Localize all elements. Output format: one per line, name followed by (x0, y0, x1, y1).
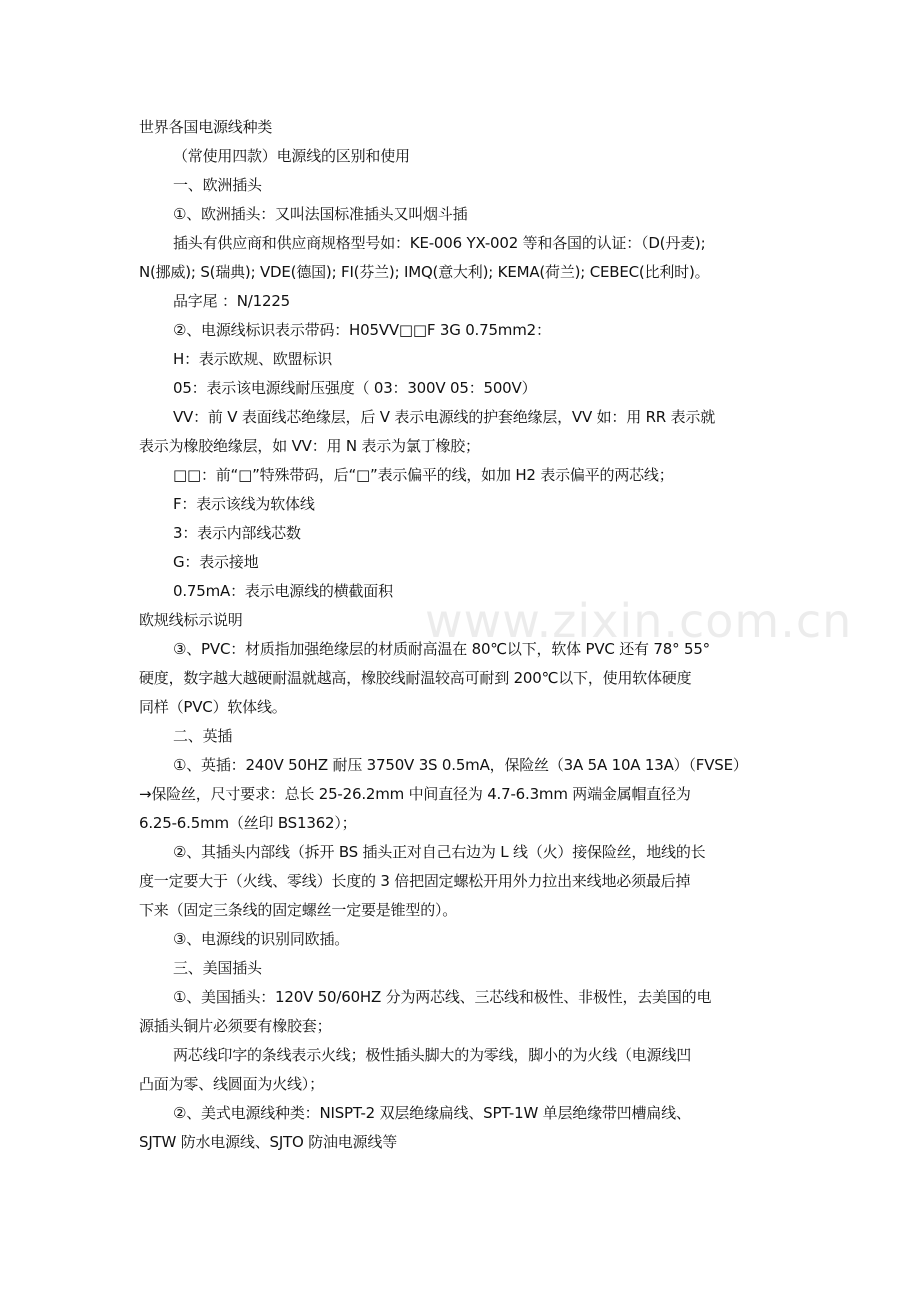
document-line: 源插头铜片必须要有橡胶套； (139, 1017, 332, 1035)
document-line: ③、电源线的识别同欧插。 (173, 930, 350, 948)
document-line: ③、PVC：材质指加强绝缘层的材质耐高温在 80℃以下，软体 PVC 还有 78° 55° (173, 640, 710, 658)
document-line: G：表示接地 (173, 553, 259, 571)
document-line: 三、美国插头 (173, 959, 262, 977)
document-line: 同样（PVC）软体线。 (139, 698, 287, 716)
document-line: 3：表示内部线芯数 (173, 524, 301, 542)
document-line: ①、欧洲插头：又叫法国标准插头又叫烟斗插 (173, 205, 468, 223)
document-line: 一、欧洲插头 (173, 176, 262, 194)
watermark: www.zixin.com.cn (425, 594, 853, 648)
document-line: 0.75mA：表示电源线的横截面积 (173, 582, 393, 600)
document-line: ①、美国插头：120V 50/60HZ 分为两芯线、三芯线和极性、非极性，去美国的电 (173, 988, 712, 1006)
document-line: 两芯线印字的条线表示火线；极性插头脚大的为零线，脚小的为火线（电源线凹 (173, 1046, 692, 1064)
document-line: 下来（固定三条线的固定螺丝一定要是锥型的）。 (139, 901, 458, 919)
document-line: 硬度，数字越大越硬耐温就越高，橡胶线耐温较高可耐到 200℃以下，使用软体硬度 (139, 669, 692, 687)
document-line: 凸面为零、线圆面为火线）； (139, 1075, 324, 1093)
document-line: 插头有供应商和供应商规格型号如：KE-006 YX-002 等和各国的认证：（D(丹麦); (173, 234, 706, 252)
document-line: ①、英插：240V 50HZ 耐压 3750V 3S 0.5mA，保险丝（3A 5A 10A 13A）（FVSE） (173, 756, 748, 774)
document-line: □□：前“□”特殊带码，后“□”表示偏平的线，如加 H2 表示偏平的两芯线； (173, 466, 674, 484)
document-line: VV：前 V 表面线芯绝缘层，后 V 表示电源线的护套绝缘层，VV 如：用 RR 表示就 (173, 408, 715, 426)
document-line: 二、英插 (173, 727, 233, 745)
document-line: 世界各国电源线种类 (139, 118, 273, 136)
document-line: F：表示该线为软体线 (173, 495, 315, 513)
document-line: N(挪威); S(瑞典); VDE(德国); FI(芬兰); IMQ(意大利); KEMA(荷兰); CEBEC(比利时)。 (139, 263, 710, 281)
document-line: 品字尾 ：N/1225 (173, 292, 291, 310)
document-line: 表示为橡胶绝缘层，如 VV：用 N 表示为氯丁橡胶； (139, 437, 480, 455)
document-line: 度一定要大于（火线、零线）长度的 3 倍把固定螺松开用外力拉出来线地必须最后掉 (139, 872, 691, 890)
document-line: ②、电源线标识表示带码：H05VV□□F 3G 0.75mm2： (173, 321, 551, 339)
document-line: ②、其插头内部线（拆开 BS 插头正对自己右边为 L 线（火）接保险丝，地线的长 (173, 843, 706, 861)
document-line: 欧规线标示说明 (139, 611, 243, 629)
document-line: （常使用四款）电源线的区别和使用 (173, 147, 410, 165)
document-line: SJTW 防水电源线、SJTO 防油电源线等 (139, 1133, 397, 1151)
document-line: 6.25-6.5mm（丝印 BS1362）； (139, 814, 357, 832)
document-line: →保险丝，尺寸要求：总长 25-26.2mm 中间直径为 4.7-6.3mm 两端金属帽直径为 (139, 785, 691, 803)
document-line: ②、美式电源线种类：NISPT-2 双层绝缘扁线、SPT-1W 单层绝缘带凹槽扁线、 (173, 1104, 691, 1122)
document-line: 05：表示该电源线耐压强度（ 03：300V 05：500V） (173, 379, 537, 397)
document-line: H：表示欧规、欧盟标识 (173, 350, 333, 368)
